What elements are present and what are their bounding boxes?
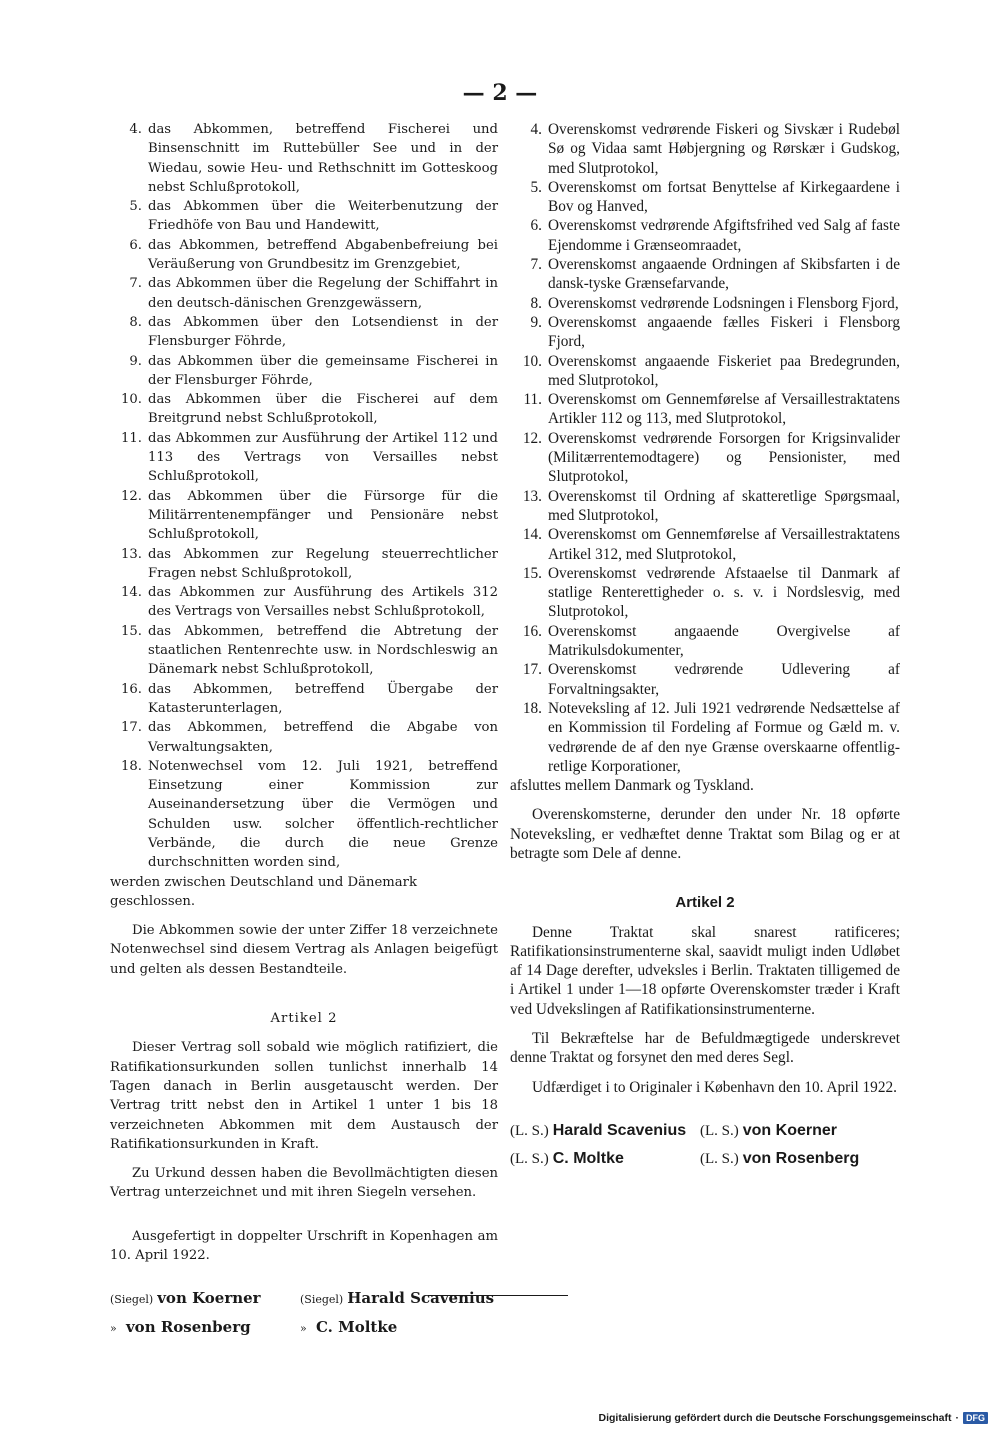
article-heading: Artikel 2 [675, 894, 735, 912]
signatory-name: von Koerner [742, 1121, 837, 1139]
list-item [510, 622, 900, 661]
list-item [110, 313, 498, 352]
list-item [110, 197, 498, 236]
item-text: das Abkommen über die Fischerei auf dem Breitgrund nebst Schlußprotokoll, [148, 392, 498, 427]
item-number: 17. [121, 720, 142, 736]
list-item [110, 583, 498, 622]
item-text: das Abkommen über die Regelung der Schiffahrt in den deutsch-dänischen Grenzgewässern, [148, 276, 498, 311]
item-number: 18. [522, 699, 542, 717]
conclusion-text: werden zwischen Deutschland und Dänemark geschlossen. [110, 874, 417, 909]
signature [700, 1149, 900, 1169]
witness-paragraph: Til Bekræftelse har de Befuldmægtigede underskrevet denne Traktat og forsynet den med deres Segl. [510, 1030, 900, 1067]
seal-label: (L. S.) [700, 1151, 739, 1168]
item-number: 11. [523, 391, 542, 409]
done-paragraph: Ausgefertigt in doppelter Urschrift in Kopenhagen am 10. April 1922. [110, 1228, 498, 1264]
seal-label: (Siegel) [300, 1293, 344, 1307]
item-text: das Abkommen, betreffend die Abtretung der staatlichen Rentenrechte usw. in Nordschleswig an Dänemark nebst Schlußprotokoll, [148, 623, 498, 678]
list-item [510, 352, 900, 391]
page-number: — 2 — [462, 80, 538, 106]
signatory-name: von Rosenberg [742, 1150, 860, 1168]
item-number: 9. [129, 353, 142, 369]
list-item [110, 274, 498, 313]
item-text: das Abkommen, betreffend die Abgabe von Verwaltungsakten, [148, 720, 498, 755]
signature [300, 1318, 498, 1338]
item-text: Overenskomst om fortsat Benyttelse af Kirkegaardene i Bov og Hanved, [548, 178, 900, 216]
ditto-mark: » [300, 1321, 307, 1335]
seal-label: (L. S.) [700, 1122, 739, 1139]
danish-item-list [510, 120, 900, 776]
signatory-name: C. Moltke [552, 1150, 624, 1168]
item-text: das Abkommen zur Ausführung des Artikels 312 des Vertrags von Versailles nebst Schlußprotokoll, [148, 585, 498, 620]
dfg-logo-icon: DFG [963, 1412, 988, 1424]
list-item [510, 525, 900, 564]
item-number: 14. [522, 526, 542, 544]
item-text: das Abkommen über die Weiterbenutzung der Friedhöfe von Bau und Handewitt, [148, 199, 498, 234]
signature [110, 1289, 300, 1309]
item-text: Overenskomst om Gennemførelse af Versaillestraktatens Artikler 112 og 113, med Slutprotokol, [548, 391, 900, 428]
item-number: 14. [121, 585, 142, 601]
item-number: 10. [522, 352, 542, 370]
list-item [110, 622, 498, 680]
danish-column [510, 120, 900, 1170]
item-text: Overenskomst om Gennemførelse af Versaillestraktatens Artikel 312, med Slutprotokol, [548, 526, 900, 563]
footer-credit: Digitalisierung gefördert durch die Deutsche Forschungsgemeinschaft [598, 1412, 952, 1424]
item-text: Overenskomst vedrørende Udlevering af Forvaltningsakter, [548, 661, 900, 698]
signature [110, 1318, 300, 1338]
signatory-name: Harald Scavenius [347, 1289, 495, 1308]
witness-paragraph: Zu Urkund dessen haben die Bevollmächtigten diesen Vertrag unterzeichnet und mit ihren Siegeln versehen. [110, 1166, 498, 1201]
item-number: 13. [522, 487, 542, 505]
item-text: Notenwechsel vom 12. Juli 1921, betreffend Einsetzung einer Kommission zur Auseinandersetzung über die Vermögen und Schulden usw. solcher öffentlich-rechtlicher Verbände, die durch die neue Grenze durchschnitten worden sind, [148, 758, 498, 871]
closing-rule [428, 1295, 568, 1296]
item-text: das Abkommen, betreffend Abgabenbefreiung bei Veräußerung von Grundbesitz im Grenzgebiet, [148, 237, 498, 273]
article-heading: Artikel 2 [270, 1011, 338, 1027]
item-number: 4. [129, 122, 142, 137]
german-item-list [110, 120, 498, 873]
list-item [510, 390, 900, 429]
list-item [110, 487, 498, 545]
list-item [110, 352, 498, 391]
item-number: 10. [121, 392, 142, 408]
signatory-name: C. Moltke [315, 1317, 398, 1336]
item-number: 6. [129, 237, 142, 253]
list-item [510, 216, 900, 255]
footer: Digitalisierung gefördert durch die Deutsche Forschungsgemeinschaft · DFG [599, 1412, 988, 1424]
signature [510, 1149, 700, 1169]
item-number: 7. [530, 256, 542, 274]
item-number: 9. [530, 313, 542, 331]
list-item [510, 429, 900, 487]
item-number: 5. [129, 199, 142, 215]
item-text: das Abkommen, betreffend Fischerei und Binsenschnitt im Ruttebüller See und in der Wiedau, sowie Heu- und Rethschnitt im Gotteskoog nebst Schlußprotokoll, [148, 122, 498, 195]
item-number: 5. [530, 178, 542, 196]
article-paragraph: Dieser Vertrag soll sobald wie möglich ratifiziert, die Ratifikationsurkunden sollen tunlichst innerhalb 14 Tagen danach in Berlin ausgetauscht werden. Der Vertrag tritt nebst den in Artikel 1 unter 1 bis 18 verzeichneten Abkommen mit dem Austausch der Ratifikationsurkunden in Kraft. [110, 1040, 498, 1152]
list-item [510, 564, 900, 622]
item-text: Noteveksling af 12. Juli 1921 vedrørende Nedsættelse af en Kommission til Fordeling af Formue og Gæld m. v. vedrørende de af den nye Grænse overskaarne offentlig-retlige Korporationer, [548, 699, 900, 775]
list-item [510, 699, 900, 776]
list-item [110, 236, 498, 275]
item-number: 12. [121, 488, 142, 504]
list-item [110, 390, 498, 429]
list-item [110, 680, 498, 719]
annex-paragraph: Overenskomsterne, derunder den under Nr. 18 opførte Noteveksling, er vedhæftet denne Traktat som Bilag og er at betragte som Dele af denne. [510, 806, 900, 862]
list-item [510, 294, 900, 313]
signature-block [110, 1289, 498, 1338]
signatory-name: von Rosenberg [125, 1317, 251, 1336]
ditto-mark: » [110, 1321, 117, 1335]
seal-label: (L. S.) [510, 1122, 549, 1139]
item-text: Overenskomst vedrørende Lodsningen i Flensborg Fjord, [548, 294, 899, 312]
signature-block [510, 1121, 900, 1170]
item-text: Overenskomst angaaende fælles Fiskeri i Flensborg Fjord, [548, 313, 900, 351]
done-paragraph: Udfærdiget i to Originaler i København den 10. April 1922. [532, 1078, 897, 1096]
list-item [510, 660, 900, 699]
item-text: das Abkommen über die Fürsorge für die Militärrentenempfänger und Pensionäre nebst Schlußprotokoll, [148, 488, 498, 543]
item-text: Overenskomst angaaende Overgivelse af Matrikulsdokumenter, [548, 622, 900, 660]
signatory-name: von Koerner [157, 1289, 261, 1308]
item-number: 12. [522, 429, 542, 447]
item-number: 16. [121, 681, 142, 697]
signature [510, 1121, 700, 1141]
item-number: 16. [522, 622, 542, 640]
list-item [110, 429, 498, 487]
item-text: Overenskomst vedrørende Afstaaelse til Danmark af statlige Renterettigheder o. s. v. i Nordslesvig, med Slutprotokol, [548, 564, 900, 621]
item-text: Overenskomst vedrørende Forsorgen for Krigsinvalider (Militærrentemodtagere) og Pensionister, med Slutprotokol, [548, 429, 900, 486]
item-text: das Abkommen über den Lotsendienst in der Flensburger Föhrde, [148, 314, 498, 350]
item-text: Overenskomst vedrørende Fiskeri og Sivskær i Rudebøl Sø og Vidaa samt Høbjergning og Rørskær i Gudskog, med Slutprotokol, [548, 121, 900, 177]
list-item [110, 545, 498, 584]
item-text: das Abkommen über die gemeinsame Fischerei in der Flensburger Föhrde, [148, 353, 498, 388]
item-text: Overenskomst vedrørende Afgiftsfrihed ved Salg af faste Ejendomme i Grænseomraadet, [548, 217, 900, 254]
signatory-name: Harald Scavenius [552, 1121, 687, 1139]
item-number: 8. [530, 294, 542, 312]
item-text: das Abkommen zur Ausführung der Artikel 112 und 113 des Vertrags von Versailles nebst Schlußprotokoll, [148, 430, 498, 485]
item-number: 6. [530, 217, 542, 235]
item-number: 8. [129, 314, 142, 330]
item-number: 18. [121, 758, 142, 774]
item-number: 4. [530, 121, 542, 138]
signature [700, 1121, 900, 1141]
item-text: Overenskomst angaaende Fiskeriet paa Bredegrunden, med Slutprotokol, [548, 352, 900, 389]
german-column [110, 120, 498, 1338]
item-text: Overenskomst angaaende Ordningen af Skibsfarten i de dansk-tyske Grænsefarvande, [548, 256, 900, 293]
list-item [510, 178, 900, 217]
item-number: 7. [129, 276, 142, 292]
article-paragraph: Denne Traktat skal snarest ratificeres; Ratifikationsinstrumenterne skal, saavidt muligt inden Udløbet af 14 Dage derefter, udveksles i Berlin. Traktaten tilligemed de i Artikel 1 under 1—18 opførte Overenskomster træder i Kraft ved Udvekslingen af Ratifikationsinstrumenterne. [510, 923, 900, 1018]
list-item [510, 120, 900, 178]
item-text: das Abkommen, betreffend Übergabe der Katasterunterlagen, [148, 681, 498, 716]
list-item [110, 120, 498, 197]
seal-label: (Siegel) [110, 1293, 154, 1307]
conclusion-text: afsluttes mellem Danmark og Tyskland. [510, 777, 754, 795]
list-item [110, 718, 498, 757]
item-number: 15. [121, 623, 142, 639]
item-text: Overenskomst til Ordning af skatteretlige Spørgsmaal, med Slutprotokol, [548, 487, 900, 524]
signature [300, 1289, 498, 1309]
item-number: 17. [522, 661, 542, 679]
list-item [510, 255, 900, 294]
list-item [110, 757, 498, 873]
seal-label: (L. S.) [510, 1151, 549, 1168]
list-item [510, 487, 900, 526]
item-text: das Abkommen zur Regelung steuerrechtlicher Fragen nebst Schlußprotokoll, [148, 546, 498, 581]
item-number: 13. [121, 546, 142, 562]
item-number: 11. [121, 430, 142, 446]
annex-paragraph: Die Abkommen sowie der unter Ziffer 18 verzeichnete Notenwechsel sind diesem Vertrag als Anlagen beigefügt und gelten als dessen Bestandteile. [110, 923, 498, 977]
list-item [510, 313, 900, 352]
item-number: 15. [522, 564, 542, 582]
